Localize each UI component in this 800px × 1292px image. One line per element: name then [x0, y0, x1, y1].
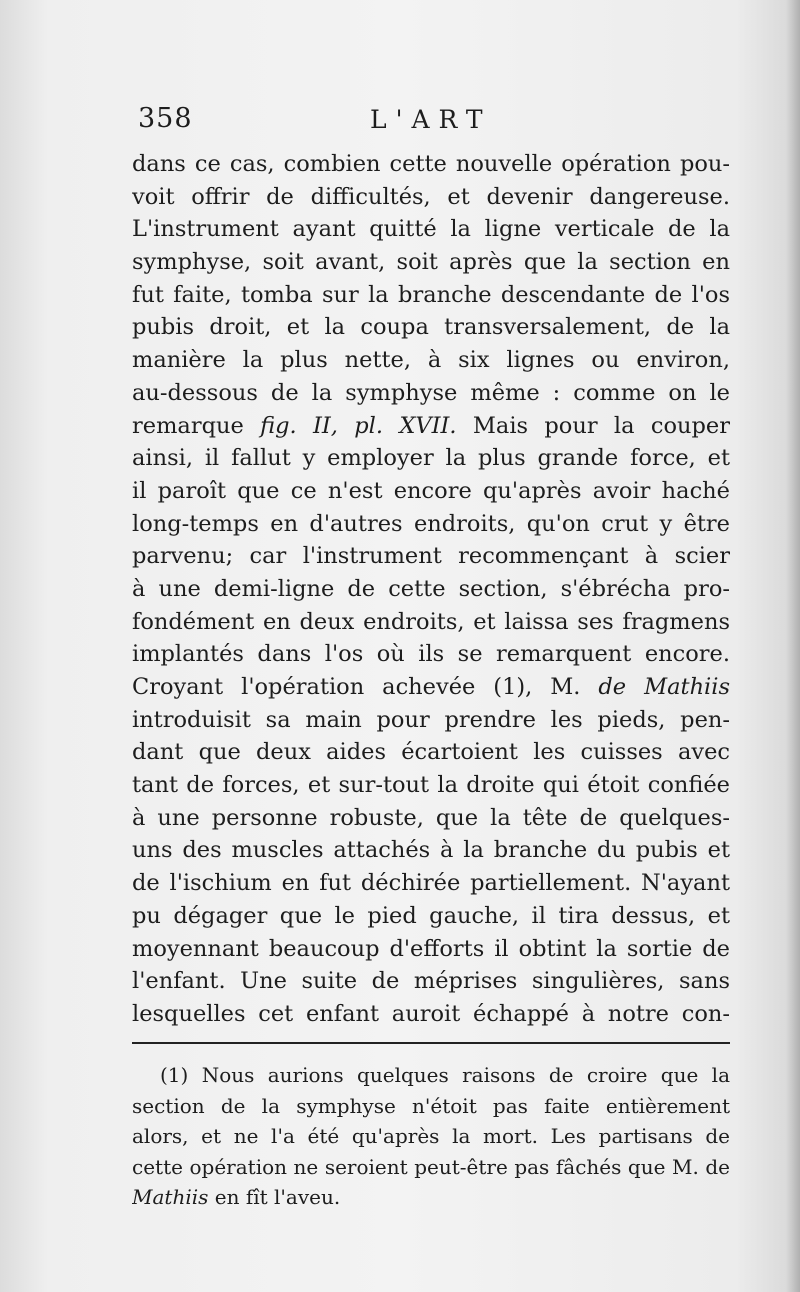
body-line: L'instrument ayant quitté la ligne verticale de la [132, 216, 730, 243]
body-line-text: Croyant l'opération achevée (1), M. [132, 674, 599, 700]
person-name: de Mathiis [598, 674, 730, 700]
body-line: dans ce cas, combien cette nouvelle opération pou- [132, 151, 730, 177]
footnote-text: en fît l'aveu. [208, 1185, 341, 1209]
body-line: pubis droit, et la coupa transversalement, de la [132, 314, 730, 341]
body-line: à une demi-ligne de cette section, s'ébrécha pro- [132, 575, 730, 602]
page-number: 358 [138, 103, 193, 134]
body-line-figure-ref [132, 410, 730, 443]
footnote-line: cette opération ne seroient peut-être pas fâchés que M. de [132, 1154, 730, 1179]
body-line: implantés dans l'os où ils se remarquent encore. [132, 641, 730, 668]
body-line: l'enfant. Une suite de méprises singulières, sans [132, 968, 730, 995]
body-line: il paroît que ce n'est encore qu'après avoir haché [132, 477, 730, 504]
footnote-rule [132, 1042, 730, 1044]
body-line: voit offrir de difficultés, et devenir dangereuse. [132, 183, 730, 210]
page-header [138, 103, 728, 143]
footnote [132, 1060, 730, 1213]
footnote-line: alors, et ne l'a été qu'après la mort. Les partisans de [132, 1124, 730, 1148]
body-line-name [132, 671, 730, 704]
footnote-line: (1) Nous aurions quelques raisons de croire que la [160, 1063, 730, 1087]
body-line: lesquelles cet enfant auroit échappé à notre con- [132, 1000, 730, 1027]
page-edge-shadow [786, 0, 800, 1292]
person-name: Mathiis [132, 1185, 209, 1209]
body-line: moyennant beaucoup d'efforts il obtint la sortie de [132, 935, 730, 962]
body-line: ainsi, il fallut y employer la plus grande force, et [132, 445, 730, 472]
body-line-text: Mais pour la couper [456, 412, 730, 439]
body-line: fondément en deux endroits, et laissa ses fragmens [132, 608, 730, 635]
body-line: dant que deux aides écartoient les cuisses avec [132, 739, 730, 766]
body-line: manière la plus nette, à six lignes ou environ, [132, 347, 730, 374]
body-line: symphyse, soit avant, soit après que la section en [132, 249, 730, 276]
body-line-text: remarque [132, 412, 261, 439]
body-line: uns des muscles attachés à la branche du pubis et [132, 837, 730, 864]
body-line: parvenu; car l'instrument recommençant à scier [132, 543, 730, 570]
body-line: à une personne robuste, que la tête de quelques- [132, 804, 730, 831]
body-line: au-dessous de la symphyse même : comme on le [132, 379, 730, 406]
body-line: de l'ischium en fut déchirée partiellement. N'ayant [132, 870, 730, 897]
figure-reference: fig. II, pl. XVII. [260, 412, 457, 439]
body-line: long-temps en d'autres endroits, qu'on crut y être [132, 510, 730, 537]
body-line: tant de forces, et sur-tout la droite qui étoit confiée [132, 772, 730, 799]
body-line: pu dégager que le pied gauche, il tira dessus, et [132, 902, 730, 929]
body-text [132, 148, 730, 1031]
body-line: introduisit sa main pour prendre les pieds, pen- [132, 706, 730, 733]
footnote-line: section de la symphyse n'étoit pas faite entièrement [132, 1093, 730, 1118]
footnote-last-line [132, 1182, 730, 1213]
running-head: L'ART [370, 105, 492, 134]
body-line: fut faite, tomba sur la branche descendante de l'os [132, 281, 730, 308]
